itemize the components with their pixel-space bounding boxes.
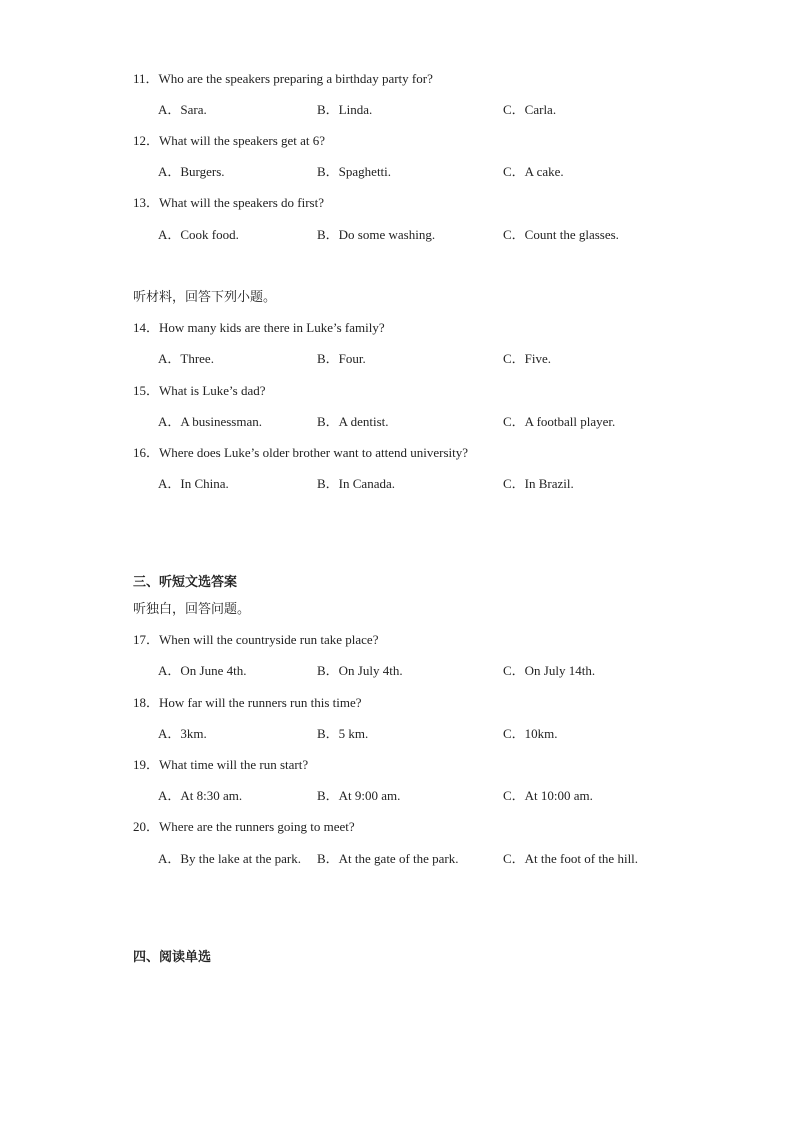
option-20-c: C．At the foot of the hill. <box>503 851 639 866</box>
option-17-b: B．On July 4th. <box>317 663 403 678</box>
option-11-c: C．Carla. <box>503 102 557 117</box>
option-11-a: A．Sara. <box>158 102 207 117</box>
option-13-b: B．Do some washing. <box>317 227 436 242</box>
option-13-c: C．Count the glasses. <box>503 227 619 242</box>
section-3-heading: 三、听短文选答案 <box>133 575 238 590</box>
question-20: 20．Where are the runners going to meet? <box>133 819 355 834</box>
option-17-c: C．On July 14th. <box>503 663 596 678</box>
option-18-b: B．5 km. <box>317 726 369 741</box>
option-18-c: C．10km. <box>503 726 558 741</box>
option-18-a: A．3km. <box>158 726 207 741</box>
option-16-a: A．In China. <box>158 476 229 491</box>
question-13: 13．What will the speakers do first? <box>133 195 324 210</box>
option-14-c: C．Five. <box>503 351 552 366</box>
question-18: 18．How far will the runners run this time? <box>133 695 362 710</box>
option-19-a: A．At 8:30 am. <box>158 788 243 803</box>
option-14-a: A．Three. <box>158 351 214 366</box>
option-12-a: A．Burgers. <box>158 164 225 179</box>
option-17-a: A．On June 4th. <box>158 663 247 678</box>
question-17: 17．When will the countryside run take place? <box>133 632 379 647</box>
section-4-heading: 四、阅读单选 <box>133 950 212 965</box>
option-16-b: B．In Canada. <box>317 476 395 491</box>
option-12-c: C．A cake. <box>503 164 564 179</box>
instruction-listen-material: 听材料，回答下列小题。 <box>133 290 277 305</box>
option-11-b: B．Linda. <box>317 102 373 117</box>
option-12-b: B．Spaghetti. <box>317 164 392 179</box>
option-20-b: B．At the gate of the park. <box>317 851 459 866</box>
option-19-c: C．At 10:00 am. <box>503 788 593 803</box>
option-19-b: B．At 9:00 am. <box>317 788 401 803</box>
question-11: 11．Who are the speakers preparing a birthday party for? <box>133 71 433 86</box>
option-15-c: C．A football player. <box>503 414 616 429</box>
option-14-b: B．Four. <box>317 351 366 366</box>
question-14: 14．How many kids are there in Luke’s family? <box>133 320 385 335</box>
option-20-a: A．By the lake at the park. <box>158 851 301 866</box>
option-15-a: A．A businessman. <box>158 414 263 429</box>
instruction-listen-monologue: 听独白，回答问题。 <box>133 602 251 617</box>
question-12: 12．What will the speakers get at 6? <box>133 133 326 148</box>
option-16-c: C．In Brazil. <box>503 476 574 491</box>
option-15-b: B．A dentist. <box>317 414 389 429</box>
question-16: 16．Where does Luke’s older brother want to attend university? <box>133 445 469 460</box>
question-15: 15．What is Luke’s dad? <box>133 383 266 398</box>
option-13-a: A．Cook food. <box>158 227 239 242</box>
question-19: 19．What time will the run start? <box>133 757 309 772</box>
